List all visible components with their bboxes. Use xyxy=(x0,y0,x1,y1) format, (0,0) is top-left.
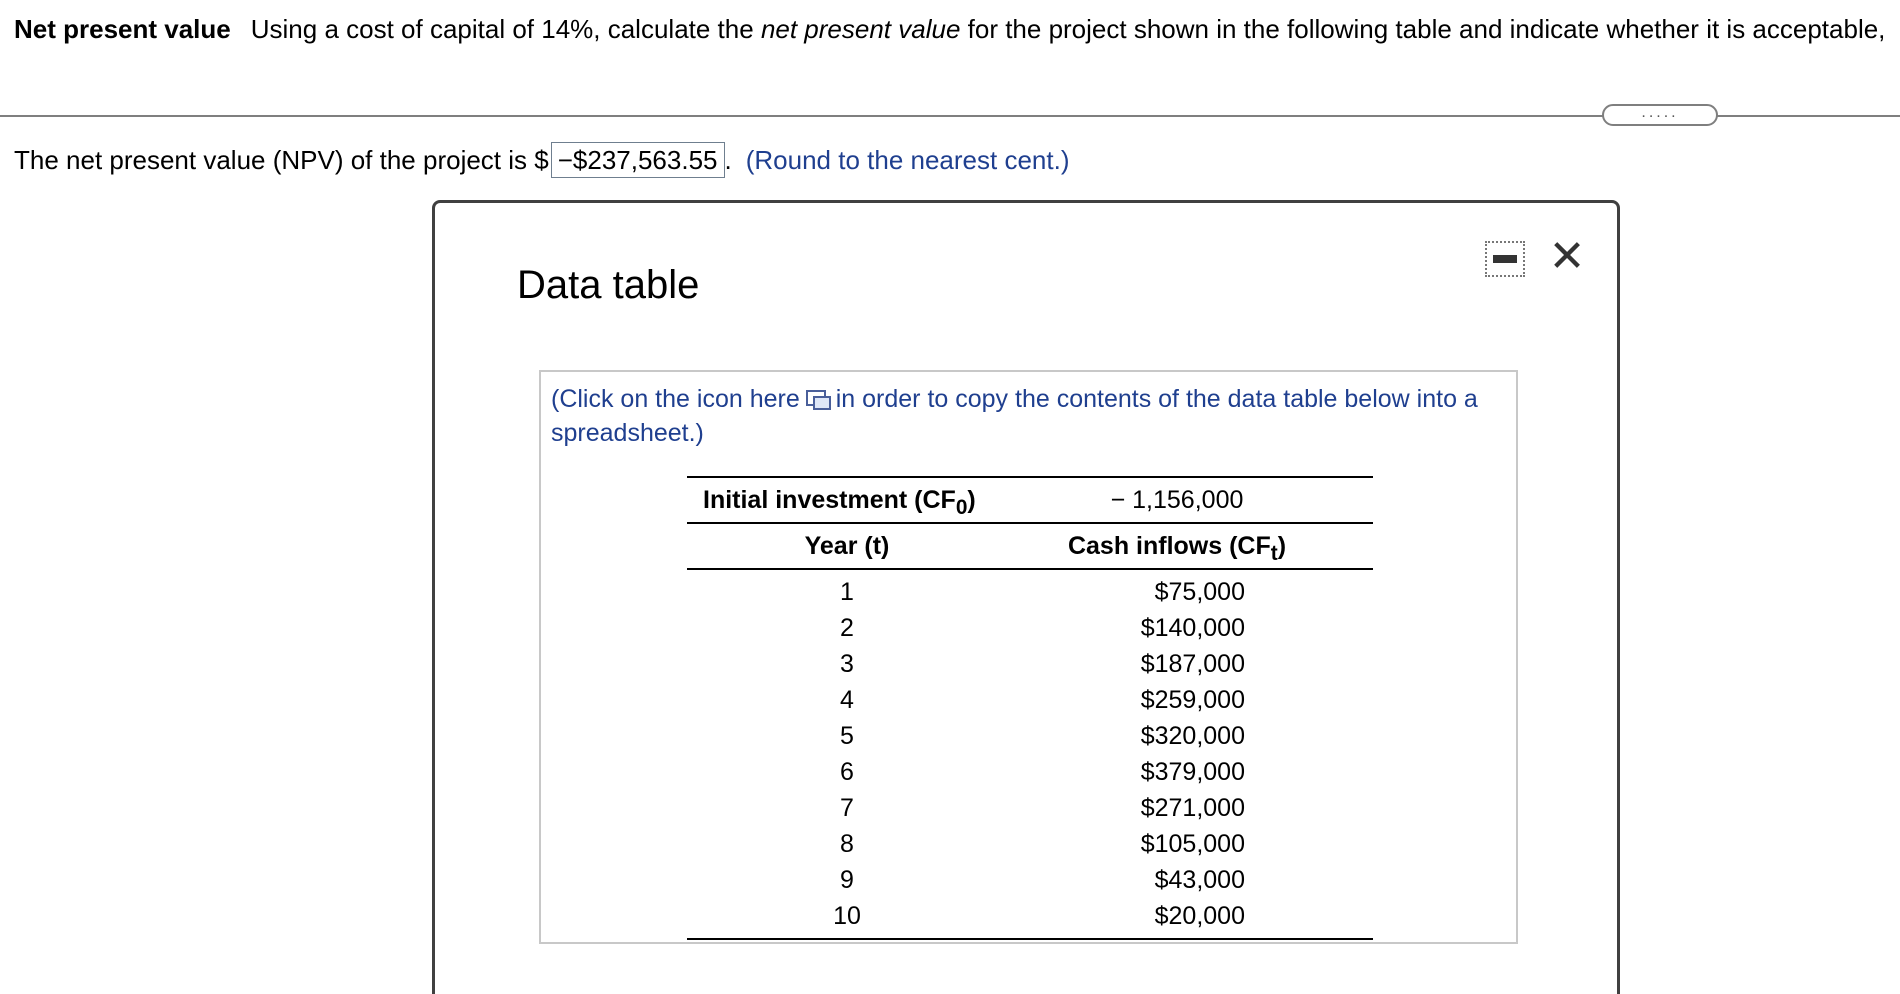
table-rule-bottom xyxy=(687,938,1373,940)
copy-note-before: (Click on the icon here xyxy=(551,385,800,413)
year-cell: 3 xyxy=(840,650,854,678)
question-text-after: for the project shown in the following table and indicate whether it is acceptable, xyxy=(960,14,1886,44)
minimize-button[interactable] xyxy=(1485,241,1525,277)
copy-to-spreadsheet-icon[interactable] xyxy=(806,390,830,410)
data-table-dialog xyxy=(432,200,1620,994)
dialog-title: Data table xyxy=(517,263,700,307)
cash-inflow-cell: $43,000 xyxy=(1154,866,1245,894)
npv-answer-field[interactable]: −$237,563.55 xyxy=(551,142,725,178)
year-cell: 1 xyxy=(840,578,854,606)
table-row xyxy=(687,826,1373,862)
copy-note xyxy=(551,382,1491,450)
expand-more-button[interactable]: ..... xyxy=(1602,104,1718,126)
table-row xyxy=(687,646,1373,682)
minimize-icon xyxy=(1493,255,1517,263)
table-row xyxy=(687,862,1373,898)
year-cell: 7 xyxy=(840,794,854,822)
cash-inflow-cell: $75,000 xyxy=(1154,578,1245,606)
year-cell: 6 xyxy=(840,758,854,786)
table-row xyxy=(687,898,1373,934)
data-box xyxy=(539,370,1518,944)
cash-inflow-cell: $140,000 xyxy=(1140,614,1245,642)
year-cell: 10 xyxy=(833,902,861,930)
year-cell: 4 xyxy=(840,686,854,714)
table-row xyxy=(687,610,1373,646)
cash-inflow-cell: $105,000 xyxy=(1140,830,1245,858)
cash-inflow-cell: $187,000 xyxy=(1140,650,1245,678)
table-header-row xyxy=(687,524,1373,568)
table-body xyxy=(687,570,1373,938)
initial-investment-row xyxy=(687,478,1373,522)
copy-note-after: in order to copy the contents of the data table below into a spreadsheet.) xyxy=(551,385,1478,447)
table-row xyxy=(687,574,1373,610)
answer-prefix: The net present value (NPV) of the project is $ xyxy=(14,145,549,175)
table-row xyxy=(687,682,1373,718)
cash-flow-table xyxy=(687,476,1373,940)
table-row xyxy=(687,790,1373,826)
answer-suffix: . xyxy=(724,145,732,175)
year-cell: 9 xyxy=(840,866,854,894)
round-hint: (Round to the nearest cent.) xyxy=(745,145,1070,175)
close-icon: ✕ xyxy=(1548,232,1586,281)
cash-inflow-cell: $379,000 xyxy=(1140,758,1245,786)
answer-line xyxy=(14,142,1069,178)
year-cell: 5 xyxy=(840,722,854,750)
cash-inflow-cell: $20,000 xyxy=(1154,902,1245,930)
initial-investment-label: Initial investment $(CF_0)$ xyxy=(703,486,976,519)
question-text xyxy=(14,12,1885,46)
year-cell: 8 xyxy=(840,830,854,858)
question-text-italic: net present value xyxy=(760,14,961,44)
table-row xyxy=(687,718,1373,754)
col-header-year: Year (t) xyxy=(804,532,890,560)
question-title: Net present value xyxy=(14,14,231,44)
year-cell: 2 xyxy=(840,614,854,642)
close-button[interactable] xyxy=(1545,232,1589,281)
cash-inflow-cell: $320,000 xyxy=(1140,722,1245,750)
initial-investment-value: − 1,156,000 xyxy=(1110,486,1244,514)
col-header-cash: Cash inflows $(CF_t)$ xyxy=(1067,532,1287,565)
question-text-before: Using a cost of capital of 14%, calculate the xyxy=(250,14,761,44)
cash-inflow-cell: $259,000 xyxy=(1140,686,1245,714)
table-row xyxy=(687,754,1373,790)
cash-inflow-cell: $271,000 xyxy=(1140,794,1245,822)
